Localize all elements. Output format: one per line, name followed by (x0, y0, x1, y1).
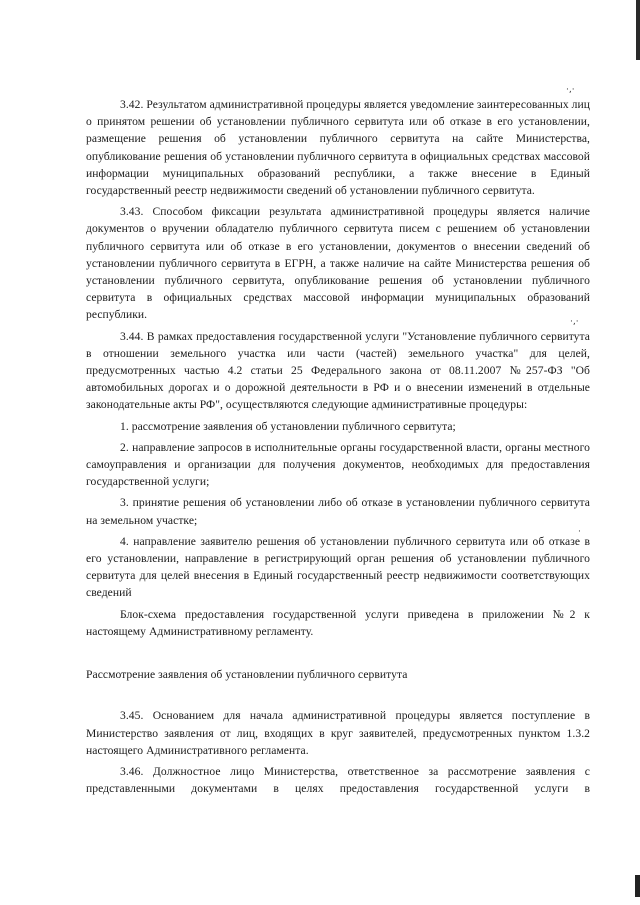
paragraph-3-43: 3.43. Способом фиксации результата административной процедуры является наличие документов о вручении обладателю публичного сервитута писем с решением об установлении публичного сервитута или об отказе в его установлении, документов о внесении сведений об установлении публичного сервитута в ЕГРН, а также наличие на сайте Министерства решения об установлении публичного сервитута, опубликование решения об установлении публичного сервитута в официальных средствах массовой информации муниципальных образований республики. (86, 205, 590, 322)
list-item-3: 3. принятие решения об установлении либо об отказе в установлении публичного сервитута на земельном участке; (86, 496, 590, 527)
list-item-2: 2. направление запросов в исполнительные органы государственной власти, органы местного самоуправления и организации для получения документов, необходимых для предоставления государственной услуги; (86, 440, 590, 489)
scan-edge-mark-top (636, 0, 640, 60)
paragraph-3-42: 3.42. Результатом административной процедуры является уведомление заинтересованных лиц о принятом решении об установлении публичного сервитута или об отказе в его установлении, размещение решения об установлении публичного сервитута на сайте Министерства, опубликование решения об установлении публичного сервитута в официальных средствах массовой информации муниципальных образований республики, а также внесение в Единый государственный реестр недвижимости сведений об установлении публичного сервитута. (86, 98, 590, 198)
scan-speck: ·,· (566, 85, 575, 95)
list-item-4: 4. направление заявителю решения об установлении публичного сервитута или об отказе в его установлении, направление в регистрирующий орган решения об установлении публичного сервитута для целей внесения в Единый государственный реестр недвижимости соответствующих сведений (86, 534, 590, 600)
paragraph-3-44: 3.44. В рамках предоставления государственной услуги "Установление публичного сервитута в отношении земельного участка или части (частей) земельного участка" для целей, предусмотренных частью 4.2 статьи 25 Федерального закона от 08.11.2007 №257-ФЗ "Об автомобильных дорогах и о дорожной деятельности в РФ и о внесении изменений в отдельные законодательные акты РФ", осуществляются следующие административные процедуры: (86, 329, 590, 412)
list-item-1: 1. рассмотрение заявления об установлении публичного сервитута; (120, 419, 456, 433)
scan-speck: ·,· (570, 317, 579, 327)
scan-speck: · (578, 527, 581, 537)
paragraph-3-46: 3.46. Должностное лицо Министерства, ответственное за рассмотрение заявления с представленными документами в целях предоставления государственной услуги в (86, 764, 590, 796)
scan-edge-mark-bottom (635, 875, 640, 897)
section-heading: Рассмотрение заявления об установлении публичного сервитута (86, 668, 408, 682)
paragraph-3-45: 3.45. Основанием для начала административной процедуры является поступление в Министерство заявления от лиц, входящих в круг заявителей, предусмотренных пунктом 1.3.2 настоящего Административного регламента. (86, 709, 590, 757)
document-page (86, 96, 590, 797)
block-diagram-note: Блок-схема предоставления государственной услуги приведена в приложении №2 к настоящему Административному регламенту. (86, 607, 590, 638)
